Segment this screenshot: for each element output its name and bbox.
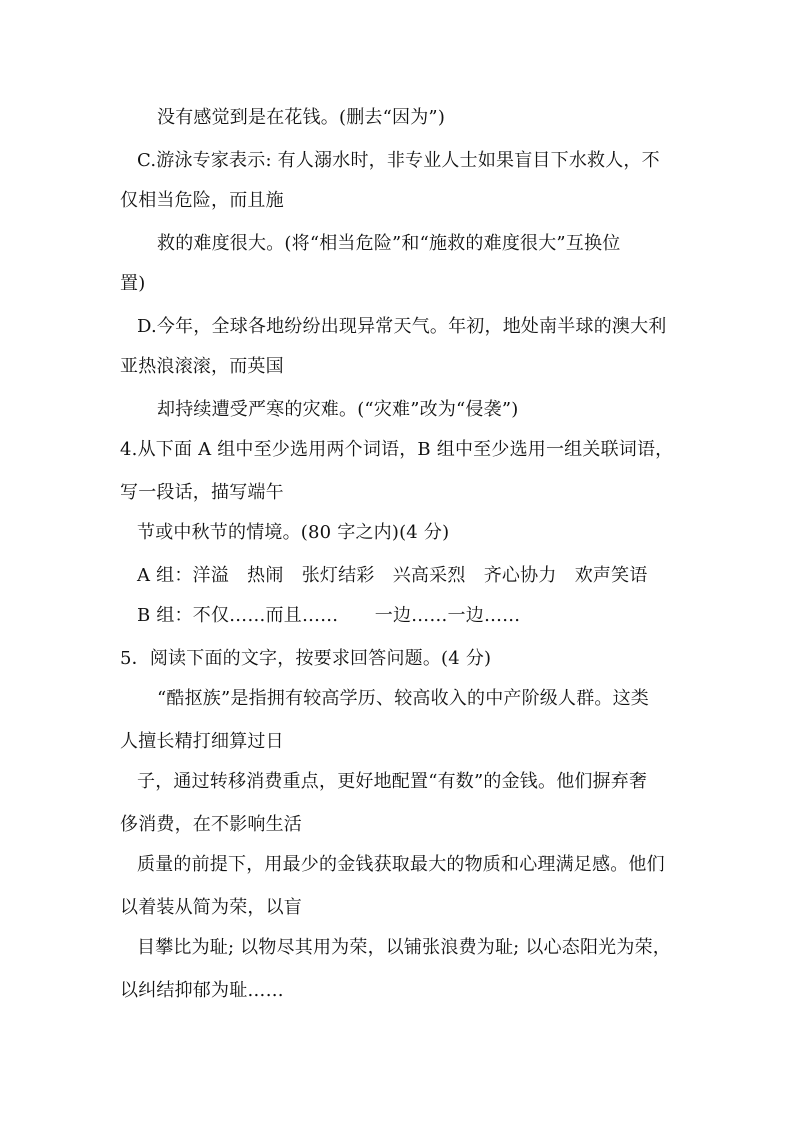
option-d-line-2: 亚热浪滚滚，而英国 [120,356,284,377]
option-d-line-1: D.今年，全球各地纷纷出现异常天气。年初，地处南半球的澳大利 [137,316,667,337]
question-5-heading: 5．阅读下面的文字，按要求回答问题。(4 分) [120,648,492,669]
option-c-line-2: 仅相当危险，而且施 [120,190,284,211]
option-d-line-3: 却持续遭受严寒的灾难。(“灾难”改为“侵袭”) [157,399,519,420]
passage-line-8: 以纠结抑郁为耻…… [120,980,284,1001]
passage-line-1: “酷抠族”是指拥有较高学历、较高收入的中产阶级人群。这类 [157,688,650,709]
question-4-line-1: 4.从下面 A 组中至少选用两个词语，B 组中至少选用一组关联词语， [120,439,674,460]
option-c-line-4: 置) [120,273,146,294]
passage-line-7: 目攀比为耻; 以物尽其用为荣，以铺张浪费为耻; 以心态阳光为荣， [137,937,671,958]
option-c-line-1: C.游泳专家表示: 有人溺水时，非专业人士如果盲目下水救人，不 [137,150,660,171]
option-c-line-3: 救的难度很大。(将“相当危险”和“施救的难度很大”互换位 [157,233,621,254]
group-b-words: B 组：不仅……而且…… 一边……一边…… [137,605,521,626]
group-a-words: A 组：洋溢 热闹 张灯结彩 兴高采烈 齐心协力 欢声笑语 [137,565,648,586]
question-4-line-2: 写一段话，描写端午 [120,482,284,503]
text-line-1: 没有感觉到是在花钱。(删去“因为”) [157,107,446,128]
passage-line-6: 以着装从简为荣，以盲 [120,897,302,918]
passage-line-2: 人擅长精打细算过日 [120,731,284,752]
passage-line-3: 子，通过转移消费重点，更好地配置“有数”的金钱。他们摒弃奢 [137,771,648,792]
question-4-line-3: 节或中秋节的情境。(80 字之内)(4 分) [137,522,450,543]
passage-line-4: 侈消费，在不影响生活 [120,814,302,835]
passage-line-5: 质量的前提下，用最少的金钱获取最大的物质和心理满足感。他们 [137,854,665,875]
